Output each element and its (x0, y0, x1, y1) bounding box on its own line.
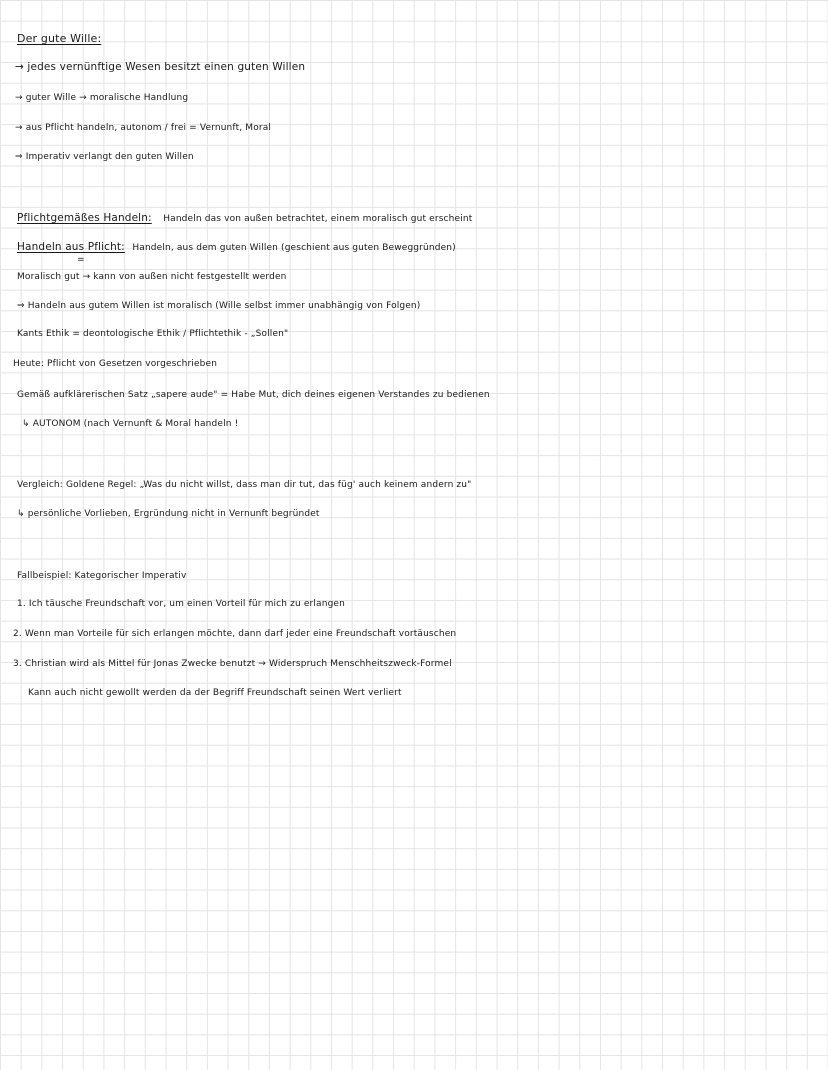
list-item: 2. Wenn man Vorteile für sich erlangen möchte, dann darf jeder eine Freundschaft vortäuschen (13, 629, 457, 639)
note-line: ↳ persönliche Vorlieben, Ergründung nicht in Vernunft begründet (17, 509, 320, 519)
section-title-fallbeispiel: Fallbeispiel: Kategorischer Imperativ (17, 571, 187, 581)
note-line: → jedes vernünftige Wesen besitzt einen guten Willen (15, 61, 306, 73)
note-line: ⇒ Imperativ verlangt den guten Willen (15, 152, 194, 162)
note-line: Gemäß aufklärerischen Satz „sapere aude" = Habe Mut, dich deines eigenen Verstandes zu bedienen (17, 390, 490, 400)
note-line: → guter Wille → moralische Handlung (15, 93, 189, 103)
note-line: ⇒ Handeln aus gutem Willen ist moralisch (Wille selbst immer unabhängig von Folgen) (17, 301, 421, 311)
note-line: ↳ AUTONOM (nach Vernunft & Moral handeln ! (22, 419, 239, 429)
definition-text: Handeln das von außen betrachtet, einem moralisch gut erscheint (163, 214, 473, 224)
definition-text: Handeln, aus dem guten Willen (geschient aus guten Beweggründen) (132, 243, 456, 253)
note-line: Moralisch gut → kann von außen nicht festgestellt werden (17, 272, 287, 282)
note-line: Vergleich: Goldene Regel: „Was du nicht willst, dass man dir tut, das füg' auch keinem andern zu" (17, 480, 472, 490)
note-line: → aus Pflicht handeln, autonom / frei = Vernunft, Moral (15, 123, 272, 133)
definition-line (17, 211, 472, 226)
section-title-guter-wille: Der gute Wille: (17, 32, 102, 45)
note-line: Kants Ethik = deontologische Ethik / Pflichtethik - „Sollen" (17, 329, 289, 339)
list-item: 3. Christian wird als Mittel für Jonas Zwecke benutzt → Widerspruch Menschheitszweck-Formel (13, 659, 452, 669)
list-item: 1. Ich täusche Freundschaft vor, um einen Vorteil für mich zu erlangen (17, 599, 345, 609)
term-aus-pflicht: Handeln aus Pflicht: (17, 241, 125, 253)
definition-line (17, 240, 456, 255)
note-line: Kann auch nicht gewollt werden da der Begriff Freundschaft seinen Wert verliert (28, 688, 402, 698)
note-line: Heute: Pflicht von Gesetzen vorgeschrieben (13, 359, 218, 369)
equals-mark: = (77, 255, 85, 265)
term-pflichtgemaess: Pflichtgemäßes Handeln: (17, 212, 152, 224)
